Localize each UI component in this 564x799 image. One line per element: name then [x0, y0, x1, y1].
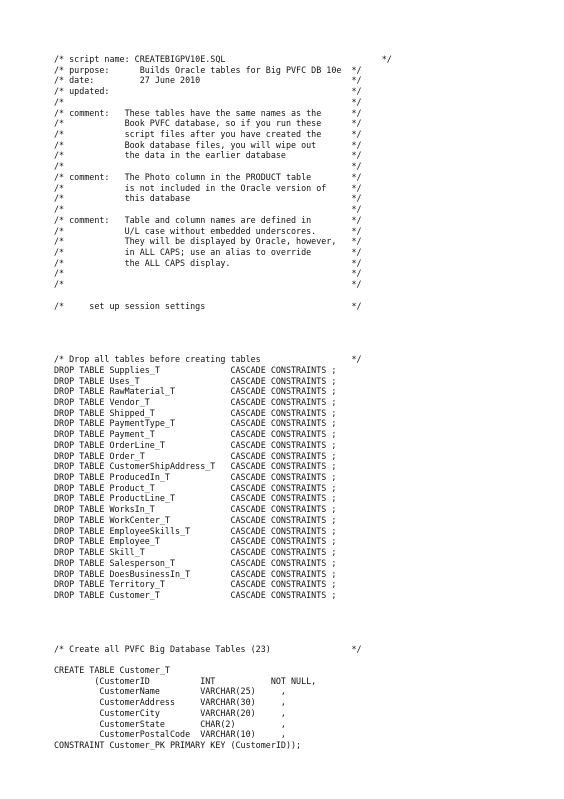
code-line: /* U/L case without embedded underscores. */ — [54, 225, 362, 236]
code-line: (CustomerID INT NOT NULL, — [54, 675, 317, 686]
blank-line — [54, 322, 392, 333]
code-line: DROP TABLE ProductLine_T CASCADE CONSTRAINTS ; — [54, 493, 337, 504]
code-line: DROP TABLE Vendor_T CASCADE CONSTRAINTS ; — [54, 397, 337, 407]
code-line: DROP TABLE Supplies_T CASCADE CONSTRAINTS ; — [54, 364, 337, 375]
code-line: /* */ — [54, 268, 362, 279]
sql-script-listing — [54, 54, 392, 751]
code-line: /* comment: Table and column names are defined in */ — [54, 214, 362, 225]
code-line: CREATE TABLE Customer_T — [54, 664, 170, 675]
code-line: DROP TABLE Payment_T CASCADE CONSTRAINTS ; — [54, 429, 337, 440]
code-line: /* script name: CREATEBIGPV10E.SQL */ — [54, 54, 392, 64]
code-line: /* in ALL CAPS; use an alias to override */ — [54, 246, 362, 257]
code-line: /* */ — [54, 279, 362, 290]
blank-line — [54, 611, 392, 622]
blank-line — [54, 633, 392, 644]
code-line: DROP TABLE CustomerShipAddress_T CASCADE CONSTRAINTS ; — [54, 461, 337, 472]
code-line: /* */ — [54, 161, 362, 172]
code-line: CustomerAddress VARCHAR(30) , — [54, 697, 286, 708]
code-line: /* this database */ — [54, 193, 362, 204]
code-line: DROP TABLE RawMaterial_T CASCADE CONSTRAINTS ; — [54, 386, 337, 397]
code-line: /* set up session settings */ — [54, 300, 362, 311]
code-line: DROP TABLE WorksIn_T CASCADE CONSTRAINTS ; — [54, 504, 337, 515]
code-line: /* They will be displayed by Oracle, however, */ — [54, 236, 362, 247]
code-line: DROP TABLE ProducedIn_T CASCADE CONSTRAINTS ; — [54, 472, 337, 483]
code-line: DROP TABLE OrderLine_T CASCADE CONSTRAINTS ; — [54, 439, 337, 450]
code-line: /* script files after you have created the */ — [54, 129, 362, 140]
blank-line — [54, 290, 392, 301]
code-line: DROP TABLE Salesperson_T CASCADE CONSTRAINTS ; — [54, 557, 337, 568]
code-line: CustomerPostalCode VARCHAR(10) , — [54, 729, 286, 740]
code-line: DROP TABLE Skill_T CASCADE CONSTRAINTS ; — [54, 547, 337, 558]
code-line: /* Book PVFC database, so if you run these */ — [54, 118, 362, 129]
blank-line — [54, 654, 392, 665]
code-line: DROP TABLE Uses_T CASCADE CONSTRAINTS ; — [54, 375, 337, 386]
blank-line — [54, 343, 392, 354]
code-line: DROP TABLE Product_T CASCADE CONSTRAINTS ; — [54, 482, 337, 493]
code-line: /* comment: The Photo column in the PRODUCT table */ — [54, 171, 362, 182]
code-line: DROP TABLE DoesBusinessIn_T CASCADE CONSTRAINTS ; — [54, 568, 337, 579]
blank-line — [54, 601, 392, 612]
code-line: /* */ — [54, 204, 362, 215]
blank-line — [54, 333, 392, 344]
blank-line — [54, 622, 392, 633]
code-line: /* Drop all tables before creating tables */ — [54, 354, 362, 365]
code-line: CustomerState CHAR(2) , — [54, 718, 286, 729]
code-line: DROP TABLE Territory_T CASCADE CONSTRAINTS ; — [54, 579, 337, 590]
code-line: /* Create all PVFC Big Database Tables (23) */ — [54, 643, 362, 654]
code-line: /* purpose: Builds Oracle tables for Big PVFC DB 10e */ — [54, 64, 362, 75]
code-line: /* date: 27 June 2010 */ — [54, 75, 362, 86]
code-line: /* updated: */ — [54, 86, 362, 97]
code-line: DROP TABLE PaymentType_T CASCADE CONSTRAINTS ; — [54, 418, 337, 429]
code-line: /* comment: These tables have the same names as the */ — [54, 107, 362, 118]
code-line: CustomerCity VARCHAR(20) , — [54, 707, 286, 718]
code-line: /* is not included in the Oracle version of */ — [54, 182, 362, 193]
code-line: DROP TABLE WorkCenter_T CASCADE CONSTRAINTS ; — [54, 514, 337, 525]
code-line: /* the data in the earlier database */ — [54, 150, 362, 161]
code-line: DROP TABLE Employee_T CASCADE CONSTRAINTS ; — [54, 536, 337, 547]
code-line: DROP TABLE EmployeeSkills_T CASCADE CONSTRAINTS ; — [54, 525, 337, 536]
code-line: DROP TABLE Customer_T CASCADE CONSTRAINTS ; — [54, 589, 337, 600]
blank-line — [54, 311, 392, 322]
code-line: DROP TABLE Shipped_T CASCADE CONSTRAINTS ; — [54, 407, 337, 418]
code-line: CustomerName VARCHAR(25) , — [54, 686, 286, 697]
code-line: /* Book database files, you will wipe out */ — [54, 139, 362, 150]
code-line: /* the ALL CAPS display. */ — [54, 257, 362, 268]
code-line: /* */ — [54, 96, 362, 107]
code-line: DROP TABLE Order_T CASCADE CONSTRAINTS ; — [54, 450, 337, 461]
code-line: CONSTRAINT Customer_PK PRIMARY KEY (CustomerID)); — [54, 740, 302, 750]
